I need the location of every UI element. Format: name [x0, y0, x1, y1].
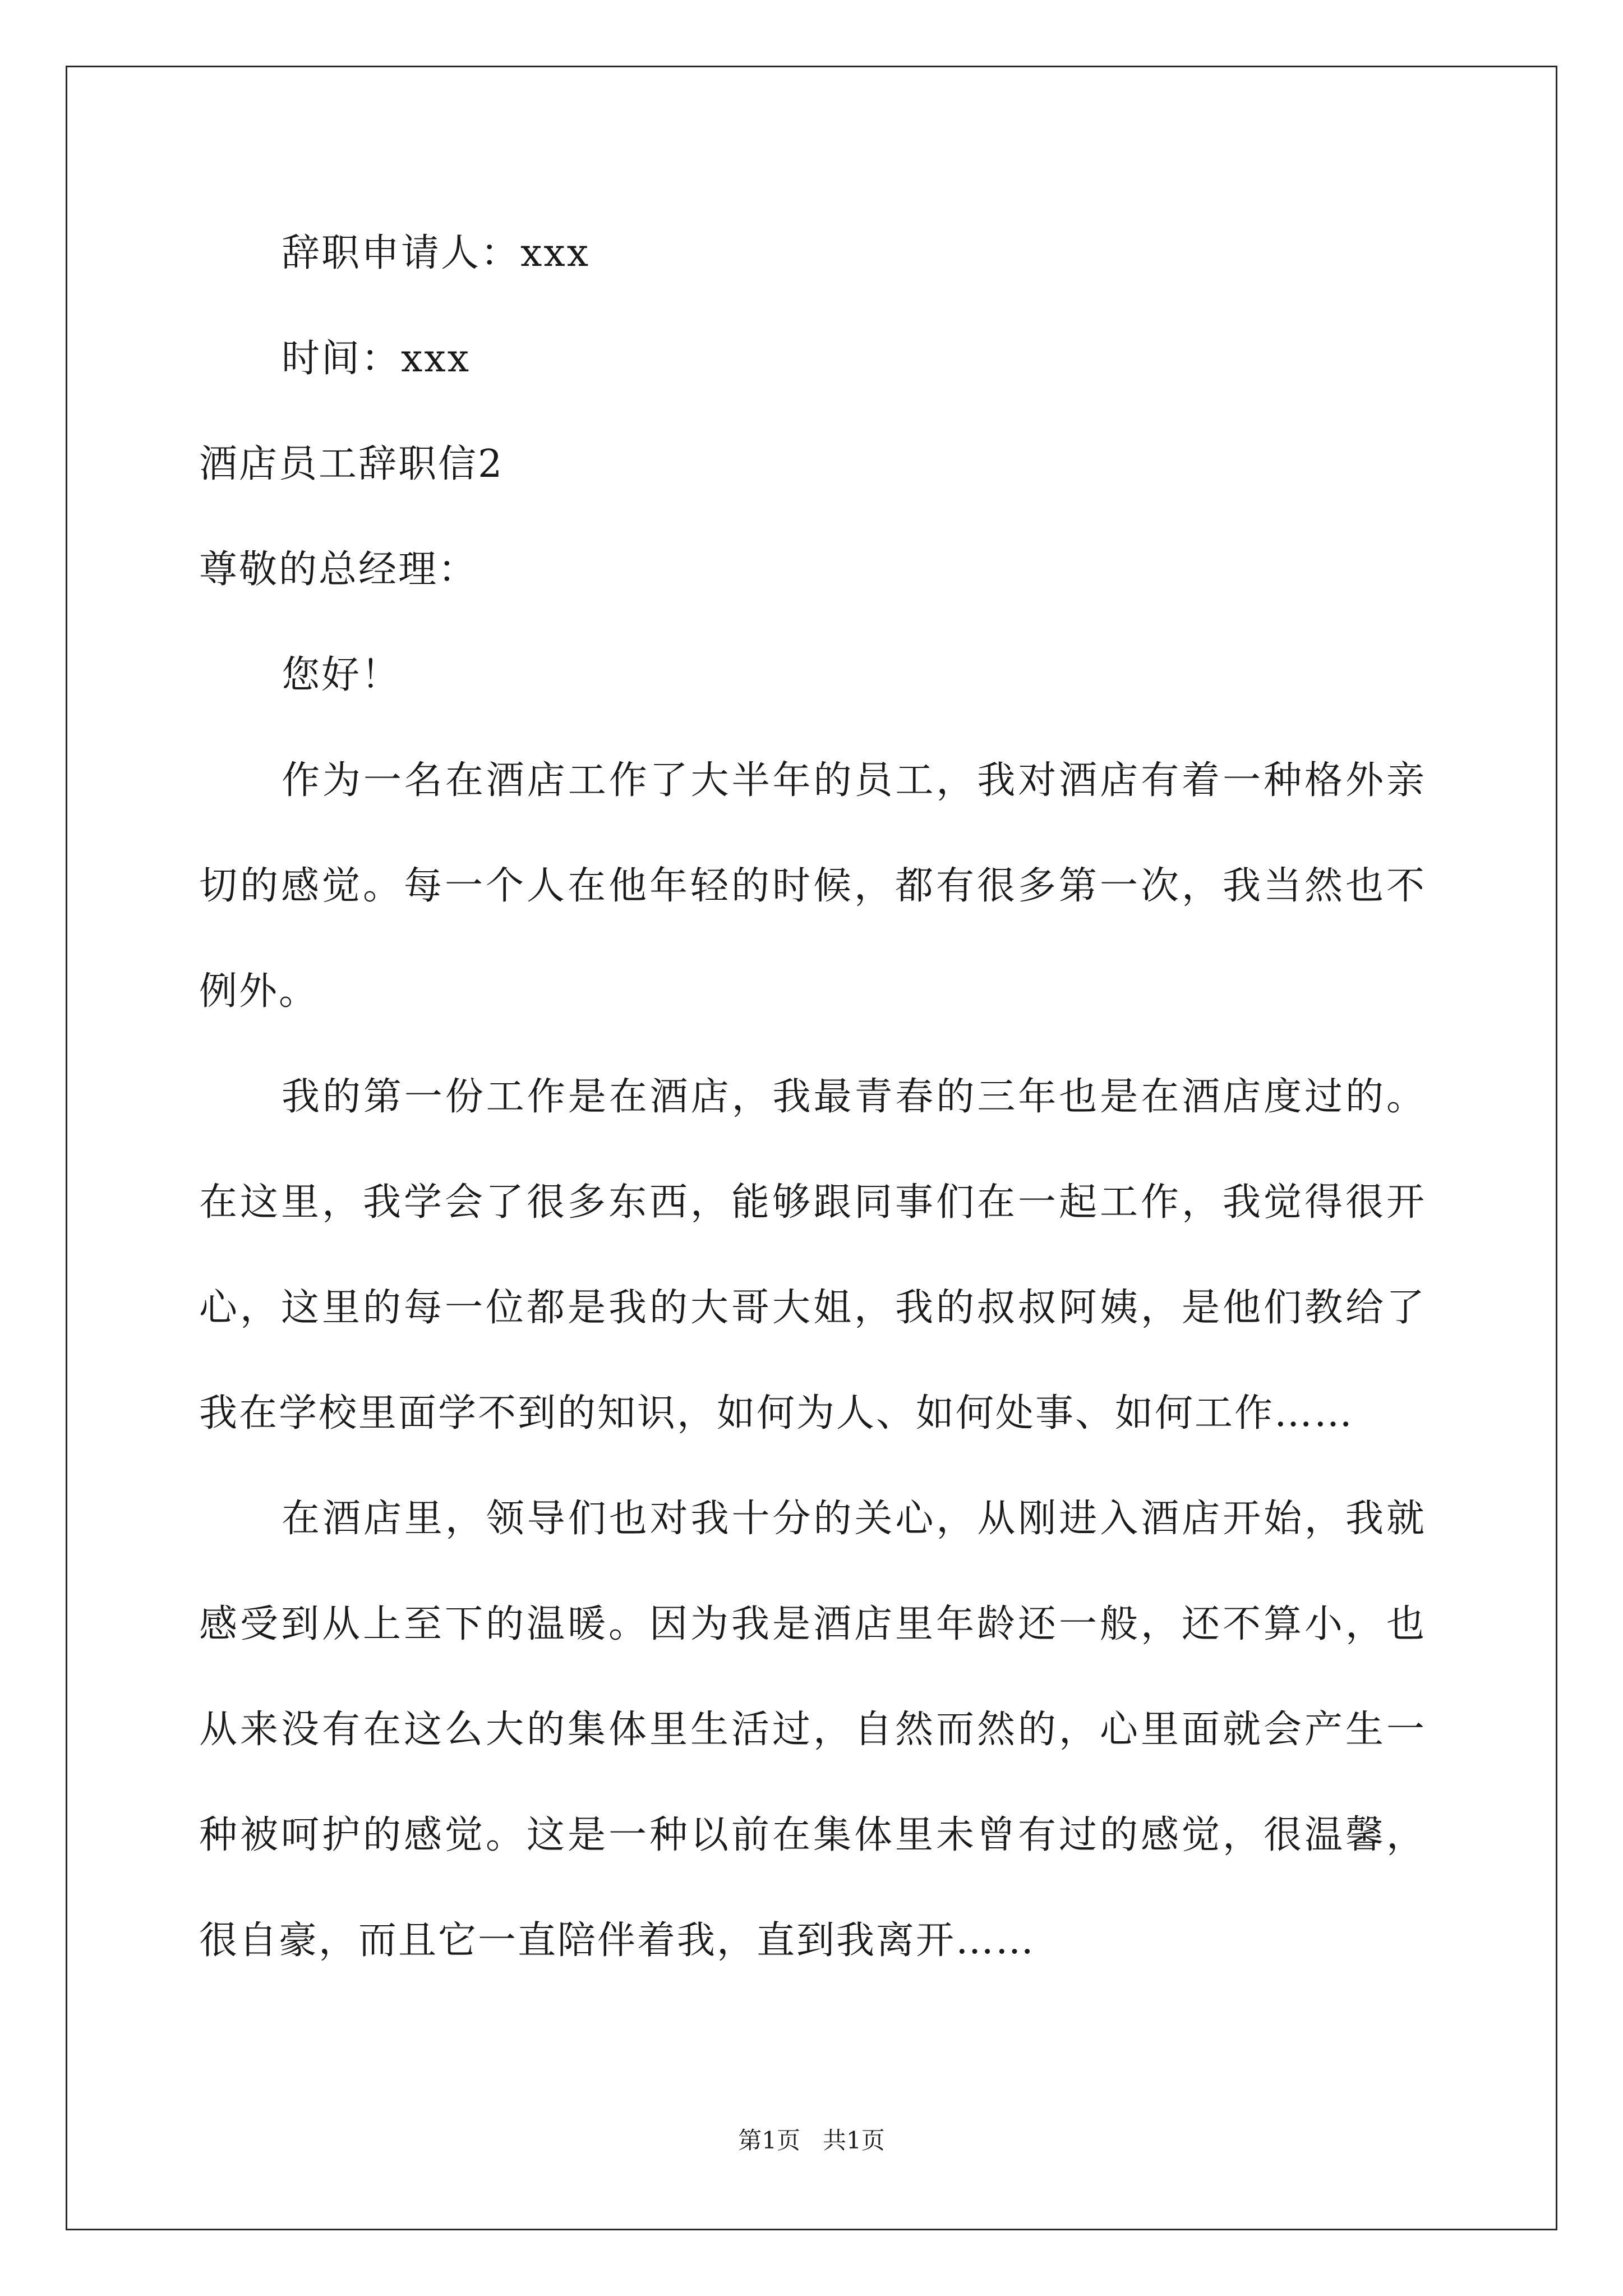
paragraph-3-line-4: 种被呵护的感觉。这是一种以前在集体里未曾有过的感觉，很温馨， — [199, 1813, 1426, 1857]
signer-line: 辞职申请人：xxx — [282, 231, 591, 275]
paragraph-2-line-1: 我的第一份工作是在酒店，我最青春的三年也是在酒店度过的。 — [282, 1075, 1426, 1119]
paragraph-1-line-1: 作为一名在酒店工作了大半年的员工，我对酒店有着一种格外亲 — [282, 758, 1426, 803]
paragraph-2-line-3: 心，这里的每一位都是我的大哥大姐，我的叔叔阿姨，是他们教给了 — [199, 1286, 1426, 1330]
salutation: 尊敬的总经理： — [199, 547, 478, 592]
paragraph-1-line-2: 切的感觉。每一个人在他年轻的时候，都有很多第一次，我当然也不 — [199, 864, 1426, 908]
paragraph-2-line-4: 我在学校里面学不到的知识，如何为人、如何处事、如何工作…… — [199, 1391, 1354, 1435]
greeting: 您好！ — [282, 653, 402, 697]
paragraph-1-line-3: 例外。 — [199, 969, 319, 1014]
letter-title: 酒店员工辞职信2 — [199, 442, 504, 486]
paragraph-3-line-2: 感受到从上至下的温暖。因为我是酒店里年龄还一般，还不算小，也 — [199, 1602, 1426, 1646]
paragraph-3-line-1: 在酒店里，领导们也对我十分的关心，从刚进入酒店开始，我就 — [282, 1497, 1426, 1541]
paragraph-2-line-2: 在这里，我学会了很多东西，能够跟同事们在一起工作，我觉得很开 — [199, 1180, 1426, 1225]
date-line: 时间：xxx — [282, 337, 471, 381]
page-footer: 第1页 共1页 — [738, 2127, 885, 2154]
paragraph-3-line-3: 从来没有在这么大的集体里生活过，自然而然的，心里面就会产生一 — [199, 1708, 1426, 1752]
paragraph-3-line-5: 很自豪，而且它一直陪伴着我，直到我离开…… — [199, 1918, 1036, 1963]
page-border — [66, 66, 1557, 2230]
